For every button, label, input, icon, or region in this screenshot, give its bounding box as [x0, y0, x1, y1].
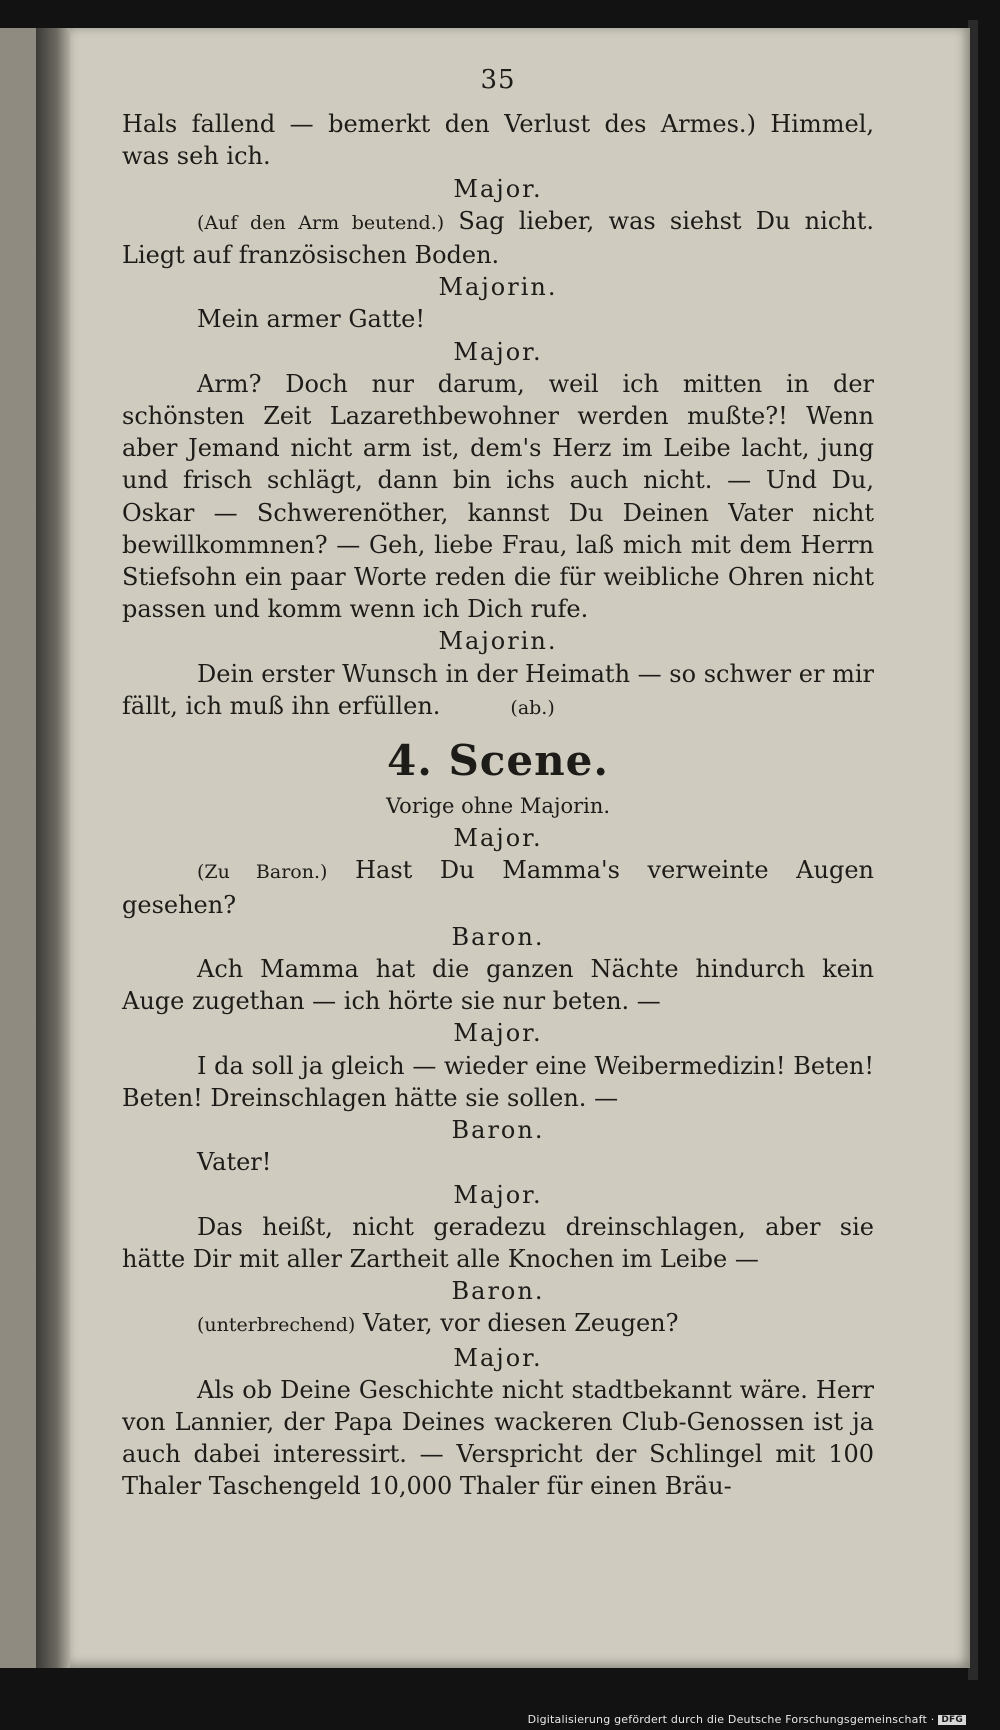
dialogue-paragraph	[122, 303, 874, 335]
speaker-name: Baron.	[451, 1116, 545, 1145]
dialogue-text: Vater, vor diesen Zeugen?	[355, 1309, 679, 1338]
stage-direction: (Zu Baron.)	[197, 861, 328, 884]
digitization-credit	[528, 1713, 966, 1726]
speaker-name: Major.	[453, 1180, 543, 1209]
dialogue-text: I da soll ja gleich — wieder eine Weibermedizin! Beten! Beten! Dreinschlagen hätte sie sollen. —	[122, 1051, 874, 1112]
speaker-name: Major.	[453, 174, 543, 203]
dialogue-paragraph	[122, 1146, 874, 1178]
dialogue-text: Als ob Deine Geschichte nicht stadtbekannt wäre. Herr von Lannier, der Papa Deines wackeren Club-Genossen ist ja auch dabei interessirt. — Verspricht der Schlingel mit 100 Thaler Taschengeld 10,000 Thaler für einen Bräu-	[122, 1375, 874, 1501]
dialogue-text: Sag lieber, was siehst Du nicht. Liegt auf französischen Boden.	[122, 206, 874, 270]
dialogue-text: Mein armer Gatte!	[197, 305, 425, 334]
stage-direction: (Auf den Arm beutend.)	[197, 211, 445, 234]
dialogue-paragraph	[122, 953, 874, 1017]
dialogue-paragraph	[122, 1374, 874, 1503]
speaker-name: Major.	[453, 337, 543, 366]
play-text	[122, 108, 874, 1502]
speaker-name: Major.	[453, 824, 543, 853]
dialogue-text: Das heißt, nicht geradezu dreinschlagen, aber sie hätte Dir mit aller Zartheit alle Knochen im Leibe —	[122, 1212, 874, 1273]
dialogue-paragraph	[122, 1307, 874, 1341]
speaker-name: Major.	[453, 1019, 543, 1048]
dialogue-text: Ach Mamma hat die ganzen Nächte hindurch kein Auge zugethan — ich hörte sie nur beten. —	[122, 955, 874, 1016]
dialogue-paragraph	[122, 368, 874, 626]
dialogue-text: Dein erster Wunsch in der Heimath — so schwer er mir fällt, ich muß ihn erfüllen.	[122, 659, 874, 720]
gutter-shadow	[36, 28, 70, 1668]
dialogue-paragraph	[122, 854, 874, 920]
dialogue-text: Hast Du Mamma's verweinte Augen gesehen?	[122, 856, 874, 919]
speaker-name: Baron.	[451, 1277, 545, 1306]
dialogue-paragraph	[122, 1211, 874, 1275]
speaker-name: Major.	[453, 1343, 543, 1372]
dialogue-paragraph	[122, 205, 874, 271]
book-page	[70, 28, 970, 1668]
left-page-edge	[0, 28, 36, 1668]
stage-direction: Vorige ohne Majorin.	[385, 794, 611, 819]
dfg-logo: DFG	[938, 1715, 966, 1725]
speaker-name: Majorin.	[438, 273, 558, 302]
dialogue-paragraph	[122, 108, 874, 172]
speaker-name: Baron.	[451, 922, 545, 951]
credit-text: Digitalisierung gefördert durch die Deutsche Forschungsgemeinschaft ·	[527, 1713, 935, 1726]
page-text	[122, 64, 874, 1503]
speaker-name: Majorin.	[438, 627, 558, 656]
dialogue-paragraph	[122, 1050, 874, 1114]
dialogue-paragraph	[122, 658, 874, 724]
dialogue-text: Hals fallend — bemerkt den Verlust des Armes.) Himmel, was seh ich.	[122, 110, 874, 171]
stage-direction: (unterbrechend)	[197, 1314, 356, 1337]
dialogue-text: Vater!	[197, 1148, 272, 1177]
exit-direction: (ab.)	[510, 696, 555, 719]
dialogue-text: Arm? Doch nur darum, weil ich mitten in der schönsten Zeit Lazarethbewohner werden mußte?! Wenn aber Jemand nicht arm ist, dem's Herz im Leibe lacht, jung und frisch schlägt, dann bin ichs auch nicht. — Und Du, Oskar — Schwerenöther, kannst Du Deinen Vater nicht bewillkommnen? — Geh, liebe Frau, laß mich mit dem Herrn Stiefsohn ein paar Worte reden die für weibliche Ohren nicht passen und komm wenn ich Dich rufe.	[122, 369, 874, 624]
page-number: 35	[480, 65, 516, 95]
scene-heading: 4. Scene.	[387, 736, 609, 786]
